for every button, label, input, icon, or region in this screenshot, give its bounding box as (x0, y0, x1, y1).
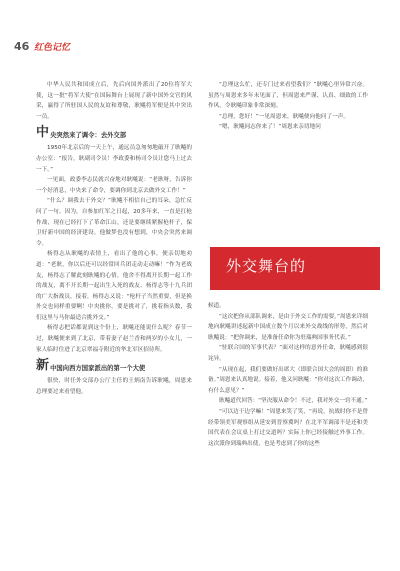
left-column (36, 80, 192, 397)
intro-paragraph: 中华人民共和国成立后，先后向国外派出了20位将军大使，这一批“将军大使”在国际舞台上展现了新中国外交官的风采，赢得了所驻国人民的友谊和尊敬，耿飚将军便是其中突出一员。 (36, 82, 192, 120)
section-heading-1-text: 央突然来了调令：去外交部 (50, 132, 127, 140)
section-heading-2-text: 中国向西方国家派出的第一个大使 (50, 365, 146, 373)
section-heading-2-initial: 新 (36, 358, 50, 374)
body-paragraph: “可以边干边学嘛！”周恩来笑了笑，“再说，抗战时你不是曾经带领美军观察组从延安到晋察冀吗？在北平军调部不是还和美国代表在会议桌上打过交道吗？实际上你已经接触过外事工作。这次派你到瑞典出使，也是考虑到了你的这些 (208, 408, 368, 447)
body-paragraph: 杨得志从耿飚的表情上，看出了他的心事，便亲切地劝道：“老耿，你以后还可以经常回兵团走动走动嘛！”作为老战友，杨得志了解此刻耿飚的心情，他舍不得离开长期一起工作的战友，离不开长期一起出生入死的战友、杨得志等十九兵团的广大指战员。接着，杨得志又说：“枪杆子当然重要，但是换外交也同样重要啊！中央挑你，要是挑对了，挑着指头数，我们这里与马你最适合挑外交。” (36, 251, 192, 321)
right-column-top (208, 80, 368, 133)
section-heading-2 (36, 359, 192, 373)
section-heading-1-initial: 中 (36, 125, 50, 141)
magazine-title: 红色记忆 (34, 43, 71, 53)
body-paragraph: 一见面，政委李志民就兴奋地对耿飚说：“老耿呀，告诉你一个好消息，中央来了命令，要调你到北京去做外交工作！” (36, 177, 192, 194)
body-paragraph: 耿飚道代回答：“坚决服从命令！不过，我对外交一窍不通。” (219, 398, 368, 405)
body-paragraph: “总理，您好！”一见周恩来，耿飚便向他问了一声。 (219, 113, 350, 120)
body-paragraph: 很快，时任外交部办公厅主任的王炳南告诉耿飚，周恩来总理要过来看望他。 (36, 378, 192, 395)
chapter-banner-title: 外交舞台的 (226, 257, 307, 275)
right-column-bottom (208, 301, 368, 449)
body-paragraph: “从现在起，我们要做好出席大（即联合国大会的周即）的准备。”周恩来认真地说。接着，他又问耿飚：“你对这次工作调动，有什么意见？” (208, 366, 368, 394)
body-paragraph: “驻联合国的军事代表？”面对这样的意外任命，耿飚感到很诧异。 (208, 345, 368, 362)
page-number: 46 (14, 40, 30, 53)
body-paragraph: 候道。 (208, 303, 225, 309)
page-header (0, 0, 400, 60)
body-paragraph: “总理这么忙，还专门过来看望我们？”耿飚心里异常兴奋。虽然与周恩来多年未见面了，但周恩来严谨、认真、细致的工作作风，令耿飚印象非常深刻。 (208, 82, 368, 110)
body-paragraph: “这次把你从部队调来，是由于外交工作的需要。”周恩来详细地向耿飚讲述起新中国成立数个月以来外交战线的形势，然后对耿飚说：“把你调来，是准备任命你为驻瑞典国事务代表。” (208, 313, 368, 341)
body-paragraph: “嗯，耿飚同志你来了！”周恩来亲切地问 (219, 124, 321, 131)
body-paragraph: 1950年北京后的一天上午，通远员急匆匆地敲开了耿飚的办公室：“报告，耿副司令员！李政委和杨司令员让您马上过去一下。” (36, 145, 192, 173)
section-heading-1 (36, 126, 192, 140)
body-paragraph: “什么？调我去干外交？”耿飚不相信自己的耳朵，急忙反问了一句。因为，自参加红军之日起，20多年来，一直是扛枪作战，现在已经打下了革命江山，还是要继续紧握枪杆子，保卫好新中国的经济建设。他做梦也没有想到，中央会突然来调令。 (36, 198, 192, 247)
body-paragraph: 杨得志把话都说到这个份上，耿飚还能说什么呢？春节一过，耿飚便来到了北京，带着妻子赵兰香和两岁的小女儿，一家人临时住进了北京翠福寺附近的华北军区招待所。 (36, 325, 192, 353)
